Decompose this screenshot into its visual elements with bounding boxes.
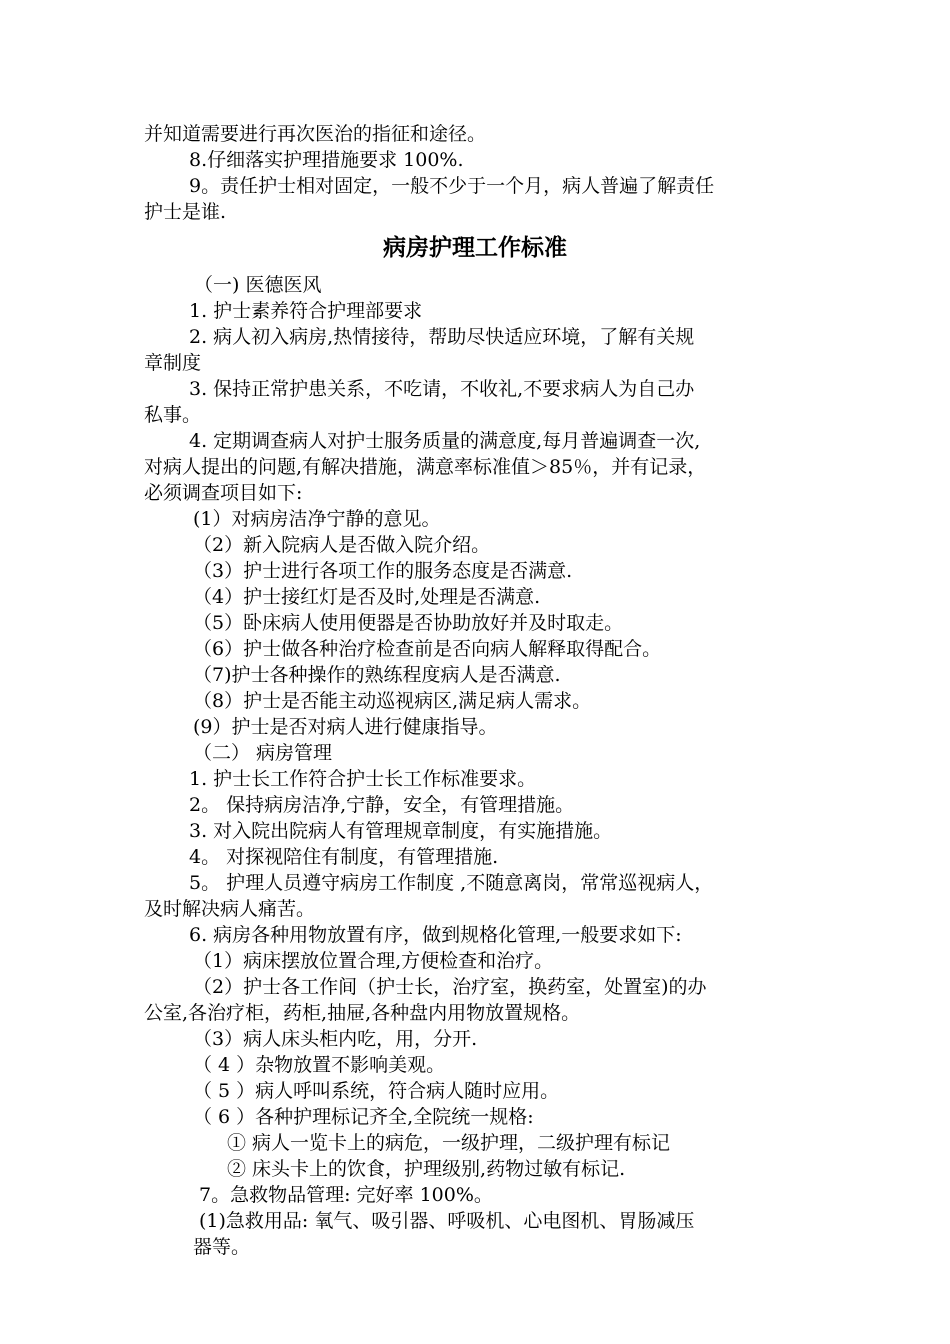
text-line: 并知道需要进行再次医治的指征和途径。 <box>144 123 487 145</box>
text-line: 章制度 <box>144 352 202 374</box>
text-line: 4。 对探视陪住有制度，有管理措施. <box>189 846 499 868</box>
text-line: 5。 护理人员遵守病房工作制度 ,不随意离岗，常常巡视病人， <box>189 872 714 894</box>
text-line: 3. 对入院出院病人有管理规章制度，有实施措施。 <box>189 820 613 842</box>
section-heading: （一) 医德医风 <box>194 274 322 296</box>
list-item: （6）护士做各种治疗检查前是否向病人解释取得配合。 <box>193 638 662 660</box>
list-item: （1）病床摆放位置合理,方便检查和治疗。 <box>193 950 554 972</box>
list-item: （7)护士各种操作的熟练程度病人是否满意. <box>193 664 561 686</box>
text-line: 公室,各治疗柜，药柜,抽屉,各种盘内用物放置规格。 <box>144 1002 581 1024</box>
sub-list-item: ② 床头卡上的饮食，护理级别,药物过敏有标记. <box>227 1158 626 1180</box>
list-item: （3）病人床头柜内吃，用，分开. <box>193 1028 478 1050</box>
text-line: 9。责任护士相对固定，一般不少于一个月，病人普遍了解责任 <box>189 175 715 197</box>
text-line: 7。急救物品管理: 完好率 100%。 <box>199 1184 493 1206</box>
list-item: （ 6 ）各种护理标记齐全,全院统一规格: <box>193 1106 534 1128</box>
text-line: 4. 定期调查病人对护士服务质量的满意度,每月普遍调查一次, <box>189 430 701 452</box>
text-line: 必须调查项目如下: <box>144 482 303 504</box>
list-item: （ 4 ）杂物放置不影响美观。 <box>193 1054 446 1076</box>
sub-list-item: ① 病人一览卡上的病危，一级护理，二级护理有标记 <box>227 1132 671 1154</box>
text-line: 私事。 <box>144 404 202 426</box>
list-item: （8）护士是否能主动巡视病区,满足病人需求。 <box>193 690 592 712</box>
list-item: (9）护士是否对病人进行健康指导。 <box>193 716 498 738</box>
section-heading: （二） 病房管理 <box>193 742 333 764</box>
list-item: （ 5 ）病人呼叫系统，符合病人随时应用。 <box>193 1080 560 1102</box>
text-line: 2。 保持病房洁净,宁静，安全，有管理措施。 <box>189 794 575 816</box>
list-item: （5）卧床病人使用便器是否协助放好并及时取走。 <box>193 612 624 634</box>
text-line: 8.仔细落实护理措施要求 100%. <box>189 149 464 171</box>
text-line: 及时解决病人痛苦。 <box>144 898 316 920</box>
list-item: （2）新入院病人是否做入院介绍。 <box>193 534 491 556</box>
text-line: 2. 病人初入病房,热情接待，帮助尽快适应环境，了解有关规 <box>189 326 695 348</box>
text-line: 护士是谁. <box>144 201 227 223</box>
text-line: 器等。 <box>193 1236 251 1258</box>
text-line: 1. 护士素养符合护理部要求 <box>189 300 423 322</box>
text-line: 1. 护士长工作符合护士长工作标准要求。 <box>189 768 537 790</box>
list-item: （4）护士接红灯是否及时,处理是否满意. <box>193 586 541 608</box>
list-item: （3）护士进行各项工作的服务态度是否满意. <box>193 560 573 582</box>
list-item: （2）护士各工作间（护士长，治疗室，换药室，处置室)的办 <box>193 976 707 998</box>
text-line: 对病人提出的问题,有解决措施，满意率标准值＞85％，并有记录， <box>144 456 707 478</box>
list-item: (1）对病房洁净宁静的意见。 <box>193 508 441 530</box>
text-line: 6. 病房各种用物放置有序，做到规格化管理,一般要求如下: <box>189 924 682 946</box>
list-item: (1)急救用品: 氧气、吸引器、呼吸机、心电图机、胃肠减压 <box>199 1210 695 1232</box>
text-line: 3. 保持正常护患关系，不吃请，不收礼,不要求病人为自己办 <box>189 378 695 400</box>
section-title: 病房护理工作标准 <box>383 235 567 261</box>
